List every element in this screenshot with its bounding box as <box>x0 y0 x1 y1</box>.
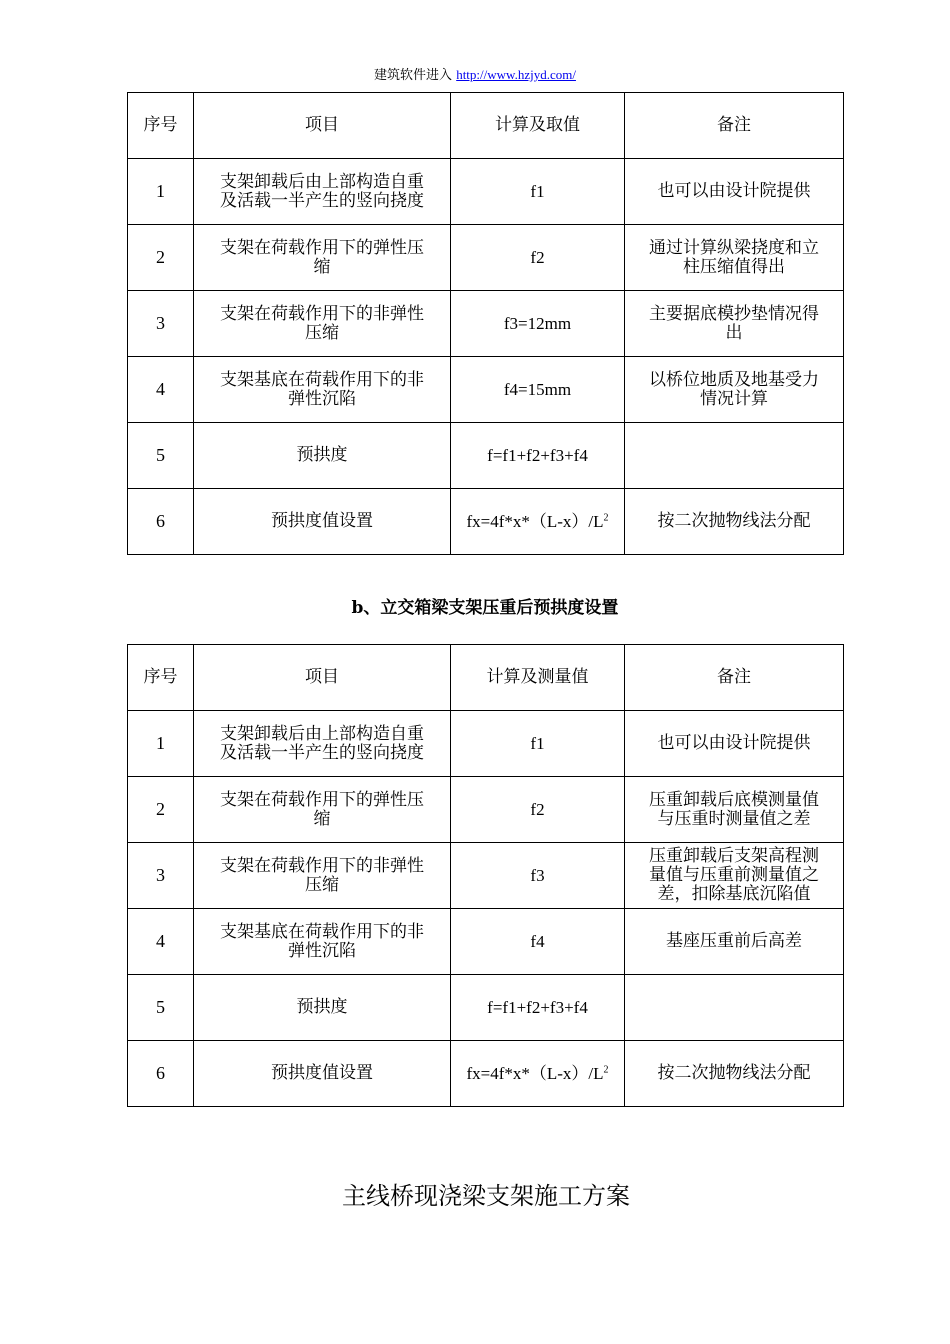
row-value: f=f1+f2+f3+f4 <box>451 975 625 1041</box>
header-cell-note: 备注 <box>625 93 844 159</box>
row-item: 支架基底在荷载作用下的非 弹性沉陷 <box>194 909 451 975</box>
table-row <box>128 291 844 357</box>
table-row <box>128 1041 844 1107</box>
camber-table-measured <box>127 644 844 1107</box>
row-item: 支架卸载后由上部构造自重 及活载一半产生的竖向挠度 <box>194 159 451 225</box>
row-note: 主要据底模抄垫情况得 出 <box>625 291 844 357</box>
header-cell-value: 计算及取值 <box>451 93 625 159</box>
row-value: $fx=4f*x*(L-x)/L^2$ <box>451 1041 625 1107</box>
row-item: 支架在荷载作用下的弹性压 缩 <box>194 777 451 843</box>
row-value: $fx=4f*x*(L-x)/L^2$ <box>451 489 625 555</box>
row-item: 支架卸载后由上部构造自重 及活载一半产生的竖向挠度 <box>194 711 451 777</box>
row-item: 预拱度值设置 <box>194 489 451 555</box>
row-value: f3=12mm <box>451 291 625 357</box>
section-subtitle: b、立交箱梁支架压重后预拱度设置 <box>351 598 619 618</box>
header-cell-note: 备注 <box>625 645 844 711</box>
row-note: 按二次抛物线法分配 <box>625 489 844 555</box>
row-value: f=f1+f2+f3+f4 <box>451 423 625 489</box>
table-row <box>128 975 844 1041</box>
header-cell-value: 计算及测量值 <box>451 645 625 711</box>
row-number: 4 <box>128 909 194 975</box>
row-number: 2 <box>128 225 194 291</box>
table-row <box>128 423 844 489</box>
row-note: 也可以由设计院提供 <box>625 711 844 777</box>
document-title: 主线桥现浇梁支架施工方案 <box>342 1182 630 1210</box>
row-number: 5 <box>128 423 194 489</box>
row-number: 6 <box>128 489 194 555</box>
row-number: 3 <box>128 291 194 357</box>
row-number: 6 <box>128 1041 194 1107</box>
header-link[interactable]: http://www.hzjyd.com/ <box>456 67 576 82</box>
row-note: 通过计算纵梁挠度和立 柱压缩值得出 <box>625 225 844 291</box>
row-item: 支架在荷载作用下的非弹性 压缩 <box>194 291 451 357</box>
row-note: 压重卸载后底模测量值 与压重时测量值之差 <box>625 777 844 843</box>
row-value: f4 <box>451 909 625 975</box>
table-row <box>128 843 844 909</box>
header-cell-item: 项目 <box>194 645 451 711</box>
table-row <box>128 159 844 225</box>
table-header-row <box>128 93 844 159</box>
header-cell-no: 序号 <box>128 645 194 711</box>
row-item: 预拱度 <box>194 975 451 1041</box>
row-number: 1 <box>128 159 194 225</box>
table-row <box>128 909 844 975</box>
row-number: 3 <box>128 843 194 909</box>
row-value: f1 <box>451 159 625 225</box>
row-item: 支架在荷载作用下的弹性压 缩 <box>194 225 451 291</box>
camber-table-calculated <box>127 92 844 555</box>
table-row <box>128 357 844 423</box>
row-number: 1 <box>128 711 194 777</box>
row-number: 4 <box>128 357 194 423</box>
page-header <box>0 66 950 85</box>
table-row <box>128 489 844 555</box>
row-item: 支架基底在荷载作用下的非 弹性沉陷 <box>194 357 451 423</box>
row-note: 压重卸载后支架高程测 量值与压重前测量值之 差，扣除基底沉陷值 <box>625 843 844 909</box>
row-number: 2 <box>128 777 194 843</box>
row-value: f4=15mm <box>451 357 625 423</box>
row-value: f1 <box>451 711 625 777</box>
row-item: 支架在荷载作用下的非弹性 压缩 <box>194 843 451 909</box>
header-cell-item: 项目 <box>194 93 451 159</box>
row-note: 也可以由设计院提供 <box>625 159 844 225</box>
table-row <box>128 225 844 291</box>
row-note: 以桥位地质及地基受力 情况计算 <box>625 357 844 423</box>
row-value: f2 <box>451 225 625 291</box>
row-note: 按二次抛物线法分配 <box>625 1041 844 1107</box>
table-row <box>128 711 844 777</box>
row-note <box>625 423 844 489</box>
header-cell-no: 序号 <box>128 93 194 159</box>
row-value: f3 <box>451 843 625 909</box>
header-prefix: 建筑软件进入 <box>374 68 453 83</box>
row-value: f2 <box>451 777 625 843</box>
row-note: 基座压重前后高差 <box>625 909 844 975</box>
row-item: 预拱度 <box>194 423 451 489</box>
table-header-row <box>128 645 844 711</box>
table-row <box>128 777 844 843</box>
row-number: 5 <box>128 975 194 1041</box>
row-item: 预拱度值设置 <box>194 1041 451 1107</box>
row-note <box>625 975 844 1041</box>
